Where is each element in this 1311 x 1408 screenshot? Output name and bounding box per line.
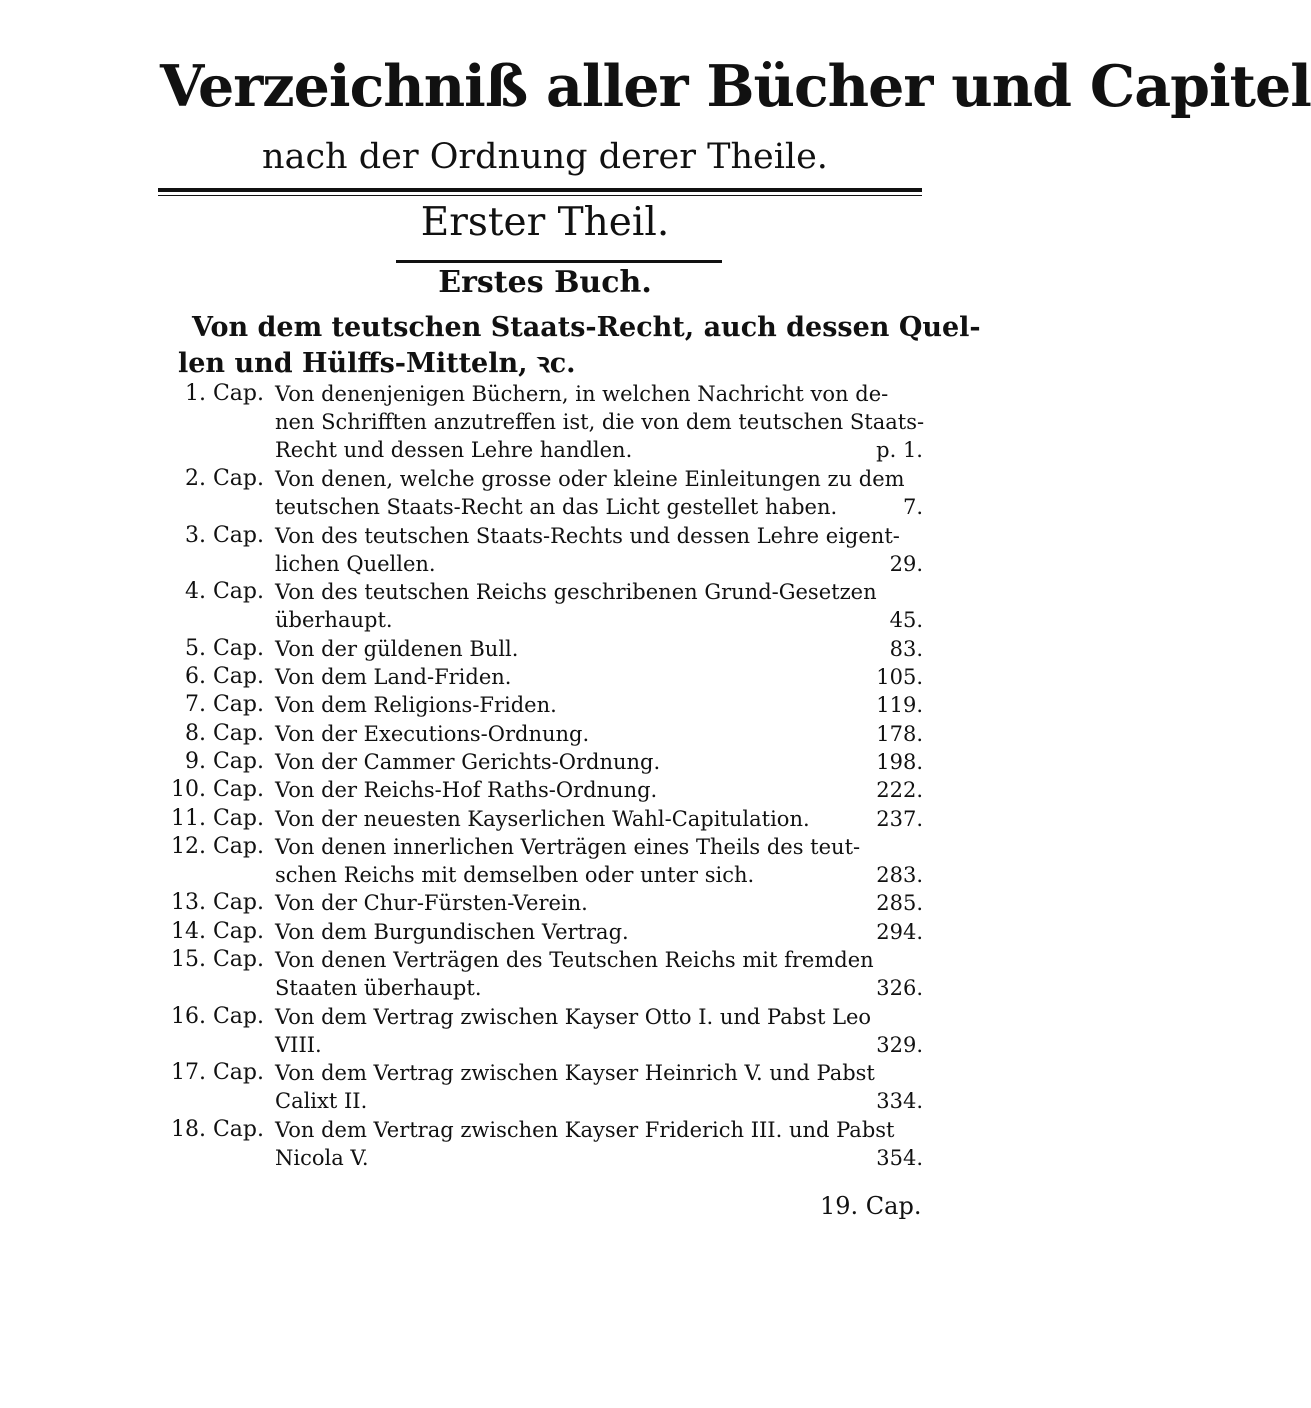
chapter-title-last-line xyxy=(275,889,923,917)
chapter-number: 11. Cap. xyxy=(170,805,264,831)
chapter-page-number: 294. xyxy=(876,919,923,944)
chapter-title-line: Von dem Burgundischen Vertrag. xyxy=(275,919,629,944)
chapter-page-number: 326. xyxy=(876,976,923,1000)
chapter-title-last-line xyxy=(275,918,923,946)
chapter-title-line: nen Schrifften anzutreffen ist, die von dem teutschen Staats- xyxy=(275,410,925,434)
chapter-title-line: überhaupt. xyxy=(275,608,393,633)
chapter-number: 9. Cap. xyxy=(184,748,264,774)
chapter-title-line: Von denen Verträgen des Teutschen Reichs mit fremden xyxy=(275,948,874,972)
chapter-number: 15. Cap. xyxy=(170,947,264,972)
chapter-number: 13. Cap. xyxy=(170,890,264,916)
book-subject xyxy=(178,310,981,382)
chapter-title-last-line xyxy=(275,974,923,1002)
chapter-title xyxy=(275,522,923,578)
chapter-title xyxy=(275,776,923,804)
chapter-title-line: Von des teutschen Reichs geschribenen Grund-Gesetzen xyxy=(275,580,877,605)
chapter-number: 18. Cap. xyxy=(170,1116,264,1142)
chapter-title-last-line xyxy=(275,1031,923,1059)
chapter-number: 14. Cap. xyxy=(170,918,264,944)
chapter-title-line: Von denenjenigen Büchern, in welchen Nachricht von de- xyxy=(275,382,889,406)
chapter-page-number: 105. xyxy=(876,665,923,689)
chapter-title-line: Von denen innerlichen Verträgen eines Theils des teut- xyxy=(275,834,861,859)
chapter-title-last-line xyxy=(275,1144,923,1172)
chapter-title-line: Von der Reichs-Hof Raths-Ordnung. xyxy=(275,778,658,803)
chapter-title-line: Staaten überhaupt. xyxy=(275,976,482,1000)
chapter-page-number: 329. xyxy=(876,1032,923,1057)
chapter-page-number: 285. xyxy=(876,891,923,916)
chapter-page-number: 283. xyxy=(876,862,923,887)
chapter-title-line: Von dem Religions-Friden. xyxy=(275,693,557,718)
chapter-title-last-line xyxy=(275,550,923,578)
chapter-title xyxy=(275,1059,923,1115)
chapter-title-line: Von dem Vertrag zwischen Kayser Friderich III. und Pabst xyxy=(275,1117,895,1142)
chapter-page-number: 198. xyxy=(876,749,923,774)
chapter-title-last-line xyxy=(275,436,923,464)
chapter-title xyxy=(275,663,923,691)
chapter-page-number: 222. xyxy=(876,778,923,803)
catchword: 19. Cap. xyxy=(820,1192,922,1220)
chapter-title-line: Von der güldenen Bull. xyxy=(275,636,519,661)
chapter-title xyxy=(275,380,923,464)
chapter-title-last-line xyxy=(275,861,923,889)
chapter-page-number: 83. xyxy=(889,636,923,661)
chapter-page-number: 334. xyxy=(876,1089,923,1114)
chapter-number: 7. Cap. xyxy=(184,692,264,718)
chapter-title xyxy=(275,1116,923,1172)
chapter-number: 2. Cap. xyxy=(184,465,264,491)
chapter-number: 1. Cap. xyxy=(184,381,264,406)
page-title: Verzeichniß aller Bücher und Capitel xyxy=(160,53,1311,120)
book-heading: Erstes Buch. xyxy=(438,265,652,300)
chapter-page-number: 237. xyxy=(876,806,923,831)
chapter-title-line: Von denen, welche grosse oder kleine Einleitungen zu dem xyxy=(275,466,905,491)
book-subject-line: Von dem teutschen Staats-Recht, auch dessen Quel- xyxy=(192,312,981,343)
chapter-title-line: Von der Chur-Fürsten-Verein. xyxy=(275,891,588,916)
chapter-title-last-line xyxy=(275,1087,923,1115)
chapter-title-line: VIII. xyxy=(275,1032,322,1057)
chapter-title xyxy=(275,946,923,1002)
chapter-title-line: Calixt II. xyxy=(275,1089,368,1114)
chapter-title-line: lichen Quellen. xyxy=(275,551,436,576)
chapter-title xyxy=(275,465,923,521)
chapter-title-last-line xyxy=(275,691,923,719)
chapter-number: 6. Cap. xyxy=(184,664,264,689)
book-subject-line: len und Hülffs-Mitteln, ꝛc. xyxy=(178,348,576,379)
chapter-title-line: Nicola V. xyxy=(275,1145,369,1170)
chapter-title-last-line xyxy=(275,663,923,691)
chapter-title xyxy=(275,805,923,833)
chapter-title-line: schen Reichs mit demselben oder unter sich. xyxy=(275,862,755,887)
chapter-title-line: Von dem Vertrag zwischen Kayser Otto I. und Pabst Leo xyxy=(275,1004,872,1029)
chapter-title xyxy=(275,691,923,719)
chapter-title xyxy=(275,720,923,748)
chapter-title-last-line xyxy=(275,635,923,663)
chapter-number: 4. Cap. xyxy=(184,579,264,605)
chapter-title xyxy=(275,918,923,946)
page-subtitle: nach der Ordnung derer Theile. xyxy=(262,137,828,177)
chapter-title-line: Von der Executions-Ordnung. xyxy=(275,721,590,746)
chapter-title-line: Recht und dessen Lehre handlen. xyxy=(275,438,633,462)
chapter-title-last-line xyxy=(275,748,923,776)
chapter-title-line: Von des teutschen Staats-Rechts und dessen Lehre eigent- xyxy=(275,523,900,548)
chapter-page-number: 29. xyxy=(889,551,923,576)
chapter-title xyxy=(275,889,923,917)
divider-rule xyxy=(396,260,722,263)
chapter-number: 16. Cap. xyxy=(170,1003,264,1029)
chapter-page-number: 45. xyxy=(889,608,923,633)
chapter-page-number: 119. xyxy=(876,693,923,718)
chapter-title-line: Von dem Vertrag zwischen Kayser Heinrich V. und Pabst xyxy=(275,1061,875,1086)
chapter-number: 8. Cap. xyxy=(184,720,264,746)
chapter-title-line: Von der Cammer Gerichts-Ordnung. xyxy=(275,749,661,774)
part-heading: Erster Theil. xyxy=(420,200,670,245)
chapter-title xyxy=(275,635,923,663)
chapter-title-last-line xyxy=(275,493,923,521)
chapter-number: 12. Cap. xyxy=(170,833,264,859)
chapter-page-number: 354. xyxy=(876,1145,923,1170)
divider-rule xyxy=(158,188,922,192)
chapter-page-number: p. 1. xyxy=(876,438,923,462)
chapter-title xyxy=(275,748,923,776)
chapter-title xyxy=(275,1003,923,1059)
chapter-title-line: Von dem Land-Friden. xyxy=(275,665,512,689)
chapter-number: 10. Cap. xyxy=(170,777,264,803)
chapter-title-line: teutschen Staats-Recht an das Licht gestellet haben. xyxy=(275,494,838,519)
chapter-title-last-line xyxy=(275,720,923,748)
divider-rule xyxy=(158,195,922,196)
chapter-title xyxy=(275,833,923,889)
chapter-title-last-line xyxy=(275,805,923,833)
chapter-number: 3. Cap. xyxy=(184,522,264,548)
chapter-title-last-line xyxy=(275,606,923,634)
chapter-page-number: 7. xyxy=(902,494,923,519)
chapter-number: 17. Cap. xyxy=(170,1060,264,1086)
chapter-title-line: Von der neuesten Kayserlichen Wahl-Capitulation. xyxy=(275,806,810,831)
chapter-page-number: 178. xyxy=(876,721,923,746)
chapter-title xyxy=(275,578,923,634)
chapter-title-last-line xyxy=(275,776,923,804)
chapter-number: 5. Cap. xyxy=(184,635,264,661)
